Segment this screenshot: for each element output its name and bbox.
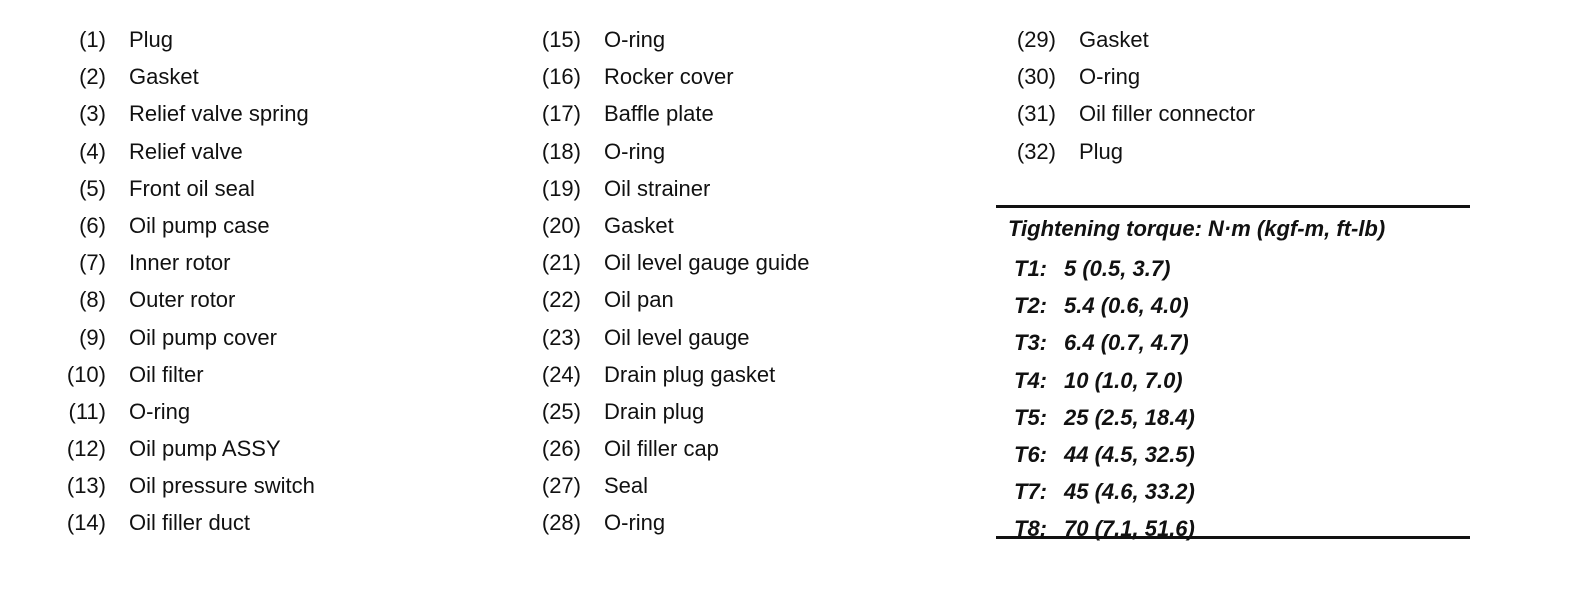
part-label: Gasket (1079, 27, 1149, 52)
part-label: Plug (129, 27, 174, 52)
part-number: (27) (541, 473, 581, 499)
part-label: Relief valve spring (129, 101, 309, 127)
part-label: Oil strainer (604, 175, 711, 201)
part-label: Oil filler duct (129, 510, 251, 536)
torque-value: 45 (4.6, 33.2) (1064, 479, 1195, 505)
part-label: Plug (1079, 138, 1124, 164)
part-number: (16) (541, 64, 581, 90)
part-number: (14) (66, 510, 106, 536)
part-label: Front oil seal (129, 175, 255, 201)
torque-table (996, 205, 1470, 542)
part-label: Oil pan (604, 287, 674, 313)
part-number: (5) (79, 175, 106, 201)
part-number: (19) (541, 175, 581, 201)
part-label: Drain plug (604, 398, 705, 424)
torque-key: T4: (1014, 367, 1047, 393)
part-number: (24) (541, 361, 581, 387)
torque-item (1014, 362, 1183, 399)
torque-key: T8: (1014, 516, 1047, 542)
part-number: (2) (79, 64, 106, 90)
part-item (533, 244, 810, 281)
part-item (533, 319, 750, 356)
part-label: Outer rotor (129, 287, 236, 313)
part-number: (31) (1016, 101, 1056, 127)
part-item (533, 21, 666, 58)
torque-key: T7: (1014, 479, 1047, 505)
part-number: (26) (541, 436, 581, 462)
parts-list-column-1 (58, 21, 315, 542)
part-number: (17) (541, 101, 581, 127)
torque-item (1014, 436, 1195, 473)
part-label: Gasket (129, 64, 199, 90)
part-item (533, 356, 776, 393)
torque-key: T6: (1014, 441, 1047, 467)
part-item (533, 207, 674, 244)
torque-value: 5 (0.5, 3.7) (1064, 256, 1171, 281)
torque-table-title: Tightening torque: N·m (kgf-m, ft-lb) (1008, 216, 1386, 241)
part-label: Inner rotor (129, 250, 231, 276)
part-item (58, 58, 199, 95)
part-label: O-ring (604, 27, 666, 52)
part-number: (20) (541, 212, 581, 238)
part-label: Oil filter (129, 361, 204, 387)
part-label: Oil filler connector (1079, 101, 1256, 127)
parts-list-column-3 (1008, 21, 1256, 170)
part-label: Rocker cover (604, 64, 734, 90)
part-number: (21) (541, 250, 581, 276)
part-item (58, 207, 270, 244)
part-item (1008, 21, 1149, 58)
part-item (58, 467, 315, 504)
part-item (533, 58, 734, 95)
part-number: (32) (1016, 138, 1056, 164)
part-item (1008, 133, 1124, 170)
part-item (58, 95, 309, 132)
part-item (58, 356, 204, 393)
part-item (58, 244, 231, 281)
torque-value: 44 (4.5, 32.5) (1064, 441, 1195, 467)
part-number: (13) (66, 473, 106, 499)
part-item (533, 133, 666, 170)
part-number: (22) (541, 287, 581, 313)
part-label: Baffle plate (604, 101, 714, 127)
torque-value: 25 (2.5, 18.4) (1064, 404, 1195, 430)
torque-value: 10 (1.0, 7.0) (1064, 367, 1183, 393)
part-label: Oil level gauge guide (604, 250, 810, 276)
part-label: Drain plug gasket (604, 361, 776, 387)
part-label: Oil pump cover (129, 324, 277, 350)
part-number: (1) (79, 27, 106, 52)
part-item (58, 133, 243, 170)
part-label: Gasket (604, 212, 674, 238)
part-item (533, 393, 705, 430)
part-item (533, 430, 719, 467)
part-item (1008, 58, 1141, 95)
part-item (58, 21, 174, 58)
part-number: (3) (79, 101, 106, 127)
part-label: O-ring (129, 398, 191, 424)
torque-value: 5.4 (0.6, 4.0) (1064, 293, 1189, 319)
part-label: Seal (604, 473, 649, 499)
part-item (1008, 95, 1256, 132)
part-number: (11) (68, 398, 106, 424)
part-item (533, 95, 714, 132)
torque-value: 6.4 (0.7, 4.7) (1064, 330, 1189, 356)
part-label: Oil level gauge (604, 324, 750, 350)
part-item (533, 504, 666, 541)
torque-key: T3: (1014, 330, 1047, 356)
part-number: (23) (541, 324, 581, 350)
part-number: (28) (541, 510, 581, 536)
part-number: (29) (1016, 27, 1056, 52)
part-item (533, 281, 674, 318)
part-label: Oil pump ASSY (129, 436, 281, 462)
torque-key: T2: (1014, 293, 1047, 319)
part-item (58, 319, 277, 356)
part-label: Oil pressure switch (129, 473, 315, 499)
part-label: Relief valve (129, 138, 243, 164)
part-label: O-ring (604, 138, 666, 164)
torque-item (1014, 510, 1195, 547)
part-item (533, 467, 649, 504)
part-label: Oil pump case (129, 212, 270, 238)
parts-list-column-2 (533, 21, 810, 542)
part-number: (8) (79, 287, 106, 313)
part-item (58, 504, 251, 541)
part-item (533, 170, 711, 207)
part-number: (4) (79, 138, 106, 164)
torque-item (1014, 250, 1171, 287)
part-number: (25) (541, 398, 581, 424)
torque-item (1014, 399, 1195, 436)
part-label: Oil filler cap (604, 436, 719, 462)
torque-list (1014, 250, 1195, 548)
part-number: (10) (66, 361, 106, 387)
part-item (58, 170, 255, 207)
part-number: (9) (79, 324, 106, 350)
part-number: (12) (66, 436, 106, 462)
part-item (58, 281, 236, 318)
part-number: (7) (79, 250, 106, 276)
torque-key: T5: (1014, 404, 1047, 430)
part-number: (6) (79, 212, 106, 238)
torque-item (1014, 324, 1189, 361)
torque-item (1014, 287, 1189, 324)
torque-item (1014, 473, 1195, 510)
part-number: (30) (1016, 64, 1056, 90)
part-item (58, 430, 281, 467)
part-number: (18) (541, 138, 581, 164)
part-number: (15) (541, 27, 581, 52)
part-item (58, 393, 191, 430)
torque-value: 70 (7.1, 51.6) (1064, 516, 1195, 542)
part-label: O-ring (604, 510, 666, 536)
part-label: O-ring (1079, 64, 1141, 90)
torque-key: T1: (1014, 256, 1047, 281)
